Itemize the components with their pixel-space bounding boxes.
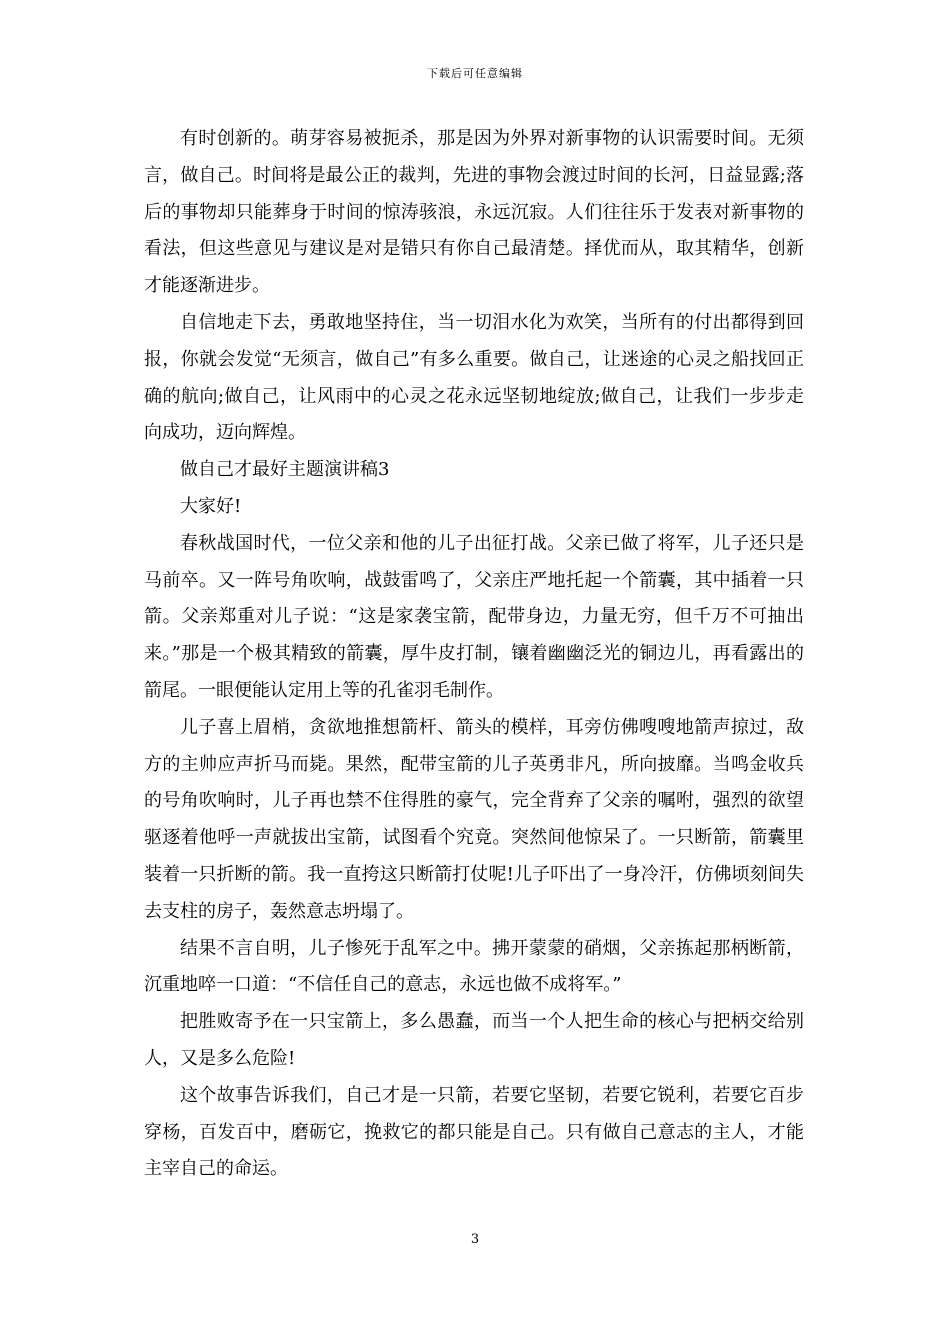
paragraph: 自信地走下去，勇敢地坚持住，当一切泪水化为欢笑，当所有的付出都得到回报，你就会发觉“无须言，做自己”有多么重要。做自己，让迷途的心灵之船找回正确的航向;做自己，让风雨中的心灵之花永远坚韧地绽放;做自己，让我们一步步走向成功，迈向辉煌。	[144, 311, 804, 444]
section-title: 做自己才最好主题演讲稿3	[180, 459, 390, 481]
paragraph: 儿子喜上眉梢，贪欲地推想箭杆、箭头的模样，耳旁仿佛嗖嗖地箭声掠过，敌方的主帅应声折马而毙。果然，配带宝箭的儿子英勇非凡，所向披靡。当鸣金收兵的号角吹响时，儿子再也禁不住得胜的豪气，完全背弃了父亲的嘱咐，强烈的欲望驱逐着他呼一声就拔出宝箭，试图看个究竟。突然间他惊呆了。一只断箭，箭囊里装着一只折断的箭。我一直挎这只断箭打仗呢!儿子吓出了一身冷汗，仿佛顷刻间失去支柱的房子，轰然意志坍塌了。	[144, 716, 804, 922]
header-note: 下载后可任意编辑	[427, 67, 523, 80]
paragraph: 结果不言自明，儿子惨死于乱军之中。拂开蒙蒙的硝烟，父亲拣起那柄断箭，沉重地啐一口道：“不信任自己的意志，永远也做不成将军。”	[144, 937, 804, 996]
paragraph: 春秋战国时代，一位父亲和他的儿子出征打战。父亲已做了将军，儿子还只是马前卒。又一阵号角吹响，战鼓雷鸣了，父亲庄严地托起一个箭囊，其中插着一只箭。父亲郑重对儿子说：“这是家袭宝箭，配带身边，力量无穷，但千万不可抽出来。”那是一个极其精致的箭囊，厚牛皮打制，镶着幽幽泛光的铜边儿，再看露出的箭尾。一眼便能认定用上等的孔雀羽毛制作。	[144, 532, 804, 701]
paragraph: 有时创新的。萌芽容易被扼杀，那是因为外界对新事物的认识需要时间。无须言，做自己。时间将是最公正的裁判，先进的事物会渡过时间的长河，日益显露;落后的事物却只能葬身于时间的惊涛骇浪，永远沉寂。人们往往乐于发表对新事物的看法，但这些意见与建议是对是错只有你自己最清楚。择优而从，取其精华，创新才能逐渐进步。	[144, 128, 804, 297]
paragraph: 这个故事告诉我们，自己才是一只箭，若要它坚韧，若要它锐利，若要它百步穿杨，百发百中，磨砺它，挽救它的都只能是自己。只有做自己意志的主人，才能主宰自己的命运。	[144, 1084, 804, 1180]
page-number: 3	[470, 1232, 480, 1247]
paragraph: 把胜败寄予在一只宝箭上，多么愚蠢，而当一个人把生命的核心与把柄交给别人，又是多么危险!	[144, 1011, 804, 1069]
greeting: 大家好!	[180, 495, 242, 517]
document-body	[144, 121, 804, 1188]
